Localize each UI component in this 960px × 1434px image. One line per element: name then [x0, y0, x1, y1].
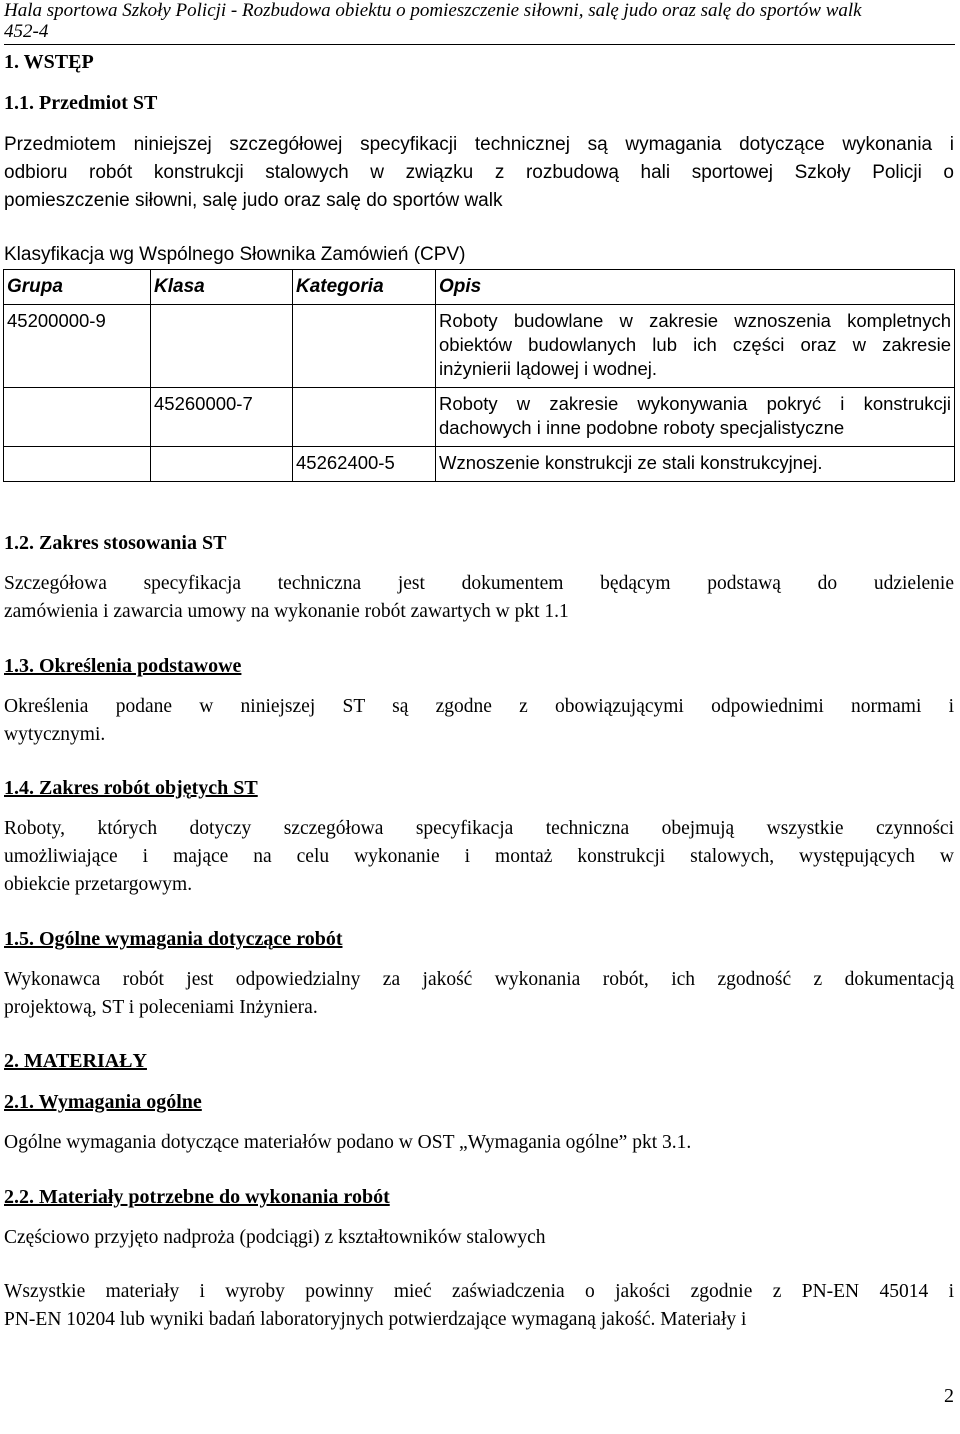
text-line: zamówienia i zawarcia umowy na wykonanie robót zawartych w pkt 1.1	[4, 601, 569, 622]
table-header-row	[4, 270, 955, 305]
cell-klasa: 45260000-7	[151, 388, 293, 447]
text-line: odbioru robót konstrukcji stalowych w związku z rozbudową hali sportowej Szkoły Policji o	[4, 162, 954, 183]
section-1-4-title: 1.4. Zakres robót objętych ST	[4, 777, 258, 799]
col-header-grupa: Grupa	[4, 270, 151, 305]
cell-kategoria	[293, 305, 436, 388]
cell-klasa	[151, 305, 293, 388]
text-line: Przedmiotem niniejszej szczegółowej specyfikacji technicznej są wymagania dotyczące wykonania i	[4, 134, 954, 155]
document-header-title: Hala sportowa Szkoły Policji - Rozbudowa obiektu o pomieszczenie siłowni, salę judo oraz salę do sportów walk	[4, 0, 862, 21]
section-1-3-para	[4, 693, 954, 749]
col-header-klasa: Klasa	[151, 270, 293, 305]
section-1-4-para	[4, 815, 954, 899]
section-1-5-para	[4, 966, 954, 1022]
text-line: PN-EN 10204 lub wyniki badań laboratoryjnych potwierdzające wymaganą jakość. Materiały i	[4, 1309, 747, 1330]
section-2-2-heading	[4, 1183, 390, 1211]
section-1-5-heading	[4, 925, 343, 953]
text-line: wytycznymi.	[4, 724, 106, 745]
section-2-1-heading	[4, 1088, 202, 1116]
document-number: 452-4	[4, 21, 49, 42]
section-2-2-title: 2.2. Materiały potrzebne do wykonania robót	[4, 1186, 390, 1208]
col-header-opis: Opis	[436, 270, 955, 305]
text-line: obiekcie przetargowym.	[4, 874, 193, 895]
section-1-1-para	[4, 131, 954, 215]
text-line: Określenia podane w niniejszej ST są zgodne z obowiązującymi odpowiednimi normami i	[4, 696, 954, 717]
cell-opis: Roboty budowlane w zakresie wznoszenia kompletnych obiektów budowlanych lub ich części oraz w zakresie inżynierii lądowej i wodnej.	[436, 305, 955, 388]
section-1-heading: 1. WSTĘP	[4, 51, 94, 73]
section-1-2-para	[4, 570, 954, 626]
page-number: 2	[944, 1385, 954, 1407]
table-row	[4, 305, 955, 388]
cell-opis: Roboty w zakresie wykonywania pokryć i konstrukcji dachowych i inne podobne roboty specjalistyczne	[436, 388, 955, 447]
table-row	[4, 447, 955, 482]
cpv-title: Klasyfikacja wg Wspólnego Słownika Zamówień (CPV)	[4, 244, 466, 265]
text-line: Wykonawca robót jest odpowiedzialny za jakość wykonania robót, ich zgodność z dokumentacją	[4, 969, 954, 990]
cell-opis: Wznoszenie konstrukcji ze stali konstrukcyjnej.	[436, 447, 955, 482]
section-2-2-text: Częściowo przyjęto nadproża (podciągi) z kształtowników stalowych	[4, 1227, 546, 1248]
section-2-1-title: 2.1. Wymagania ogólne	[4, 1091, 202, 1113]
cell-grupa	[4, 447, 151, 482]
text-line: pomieszczenie siłowni, salę judo oraz salę do sportów walk	[4, 190, 503, 211]
text-line: Wszystkie materiały i wyroby powinny mieć zaświadczenia o jakości zgodnie z PN-EN 45014 i	[4, 1281, 954, 1302]
table-row	[4, 388, 955, 447]
section-1-2-heading: 1.2. Zakres stosowania ST	[4, 532, 227, 554]
text-line: projektową, ST i poleceniami Inżyniera.	[4, 997, 318, 1018]
cell-grupa	[4, 388, 151, 447]
section-1-5-title: 1.5. Ogólne wymagania dotyczące robót	[4, 928, 343, 950]
section-2-2-para	[4, 1278, 954, 1334]
cell-grupa: 45200000-9	[4, 305, 151, 388]
text-line: Roboty, których dotyczy szczegółowa specyfikacja techniczna obejmują wszystkie czynności	[4, 818, 954, 839]
cell-klasa	[151, 447, 293, 482]
section-1-1-heading: 1.1. Przedmiot ST	[4, 92, 158, 114]
col-header-kategoria: Kategoria	[293, 270, 436, 305]
header-divider	[4, 44, 955, 45]
cell-kategoria	[293, 388, 436, 447]
cell-kategoria: 45262400-5	[293, 447, 436, 482]
cpv-table	[3, 269, 955, 482]
section-2-1-text: Ogólne wymagania dotyczące materiałów podano w OST „Wymagania ogólne” pkt 3.1.	[4, 1132, 692, 1153]
section-1-4-heading	[4, 774, 258, 802]
section-1-3-title: 1.3. Określenia podstawowe	[4, 655, 242, 677]
text-line: umożliwiające i mające na celu wykonanie i montaż konstrukcji stalowych, występujących w	[4, 846, 954, 867]
section-2-heading	[4, 1047, 147, 1075]
text-line: Szczegółowa specyfikacja techniczna jest dokumentem będącym podstawą do udzielenie	[4, 573, 954, 594]
section-1-3-heading	[4, 652, 241, 680]
section-2-title: 2. MATERIAŁY	[4, 1050, 147, 1072]
